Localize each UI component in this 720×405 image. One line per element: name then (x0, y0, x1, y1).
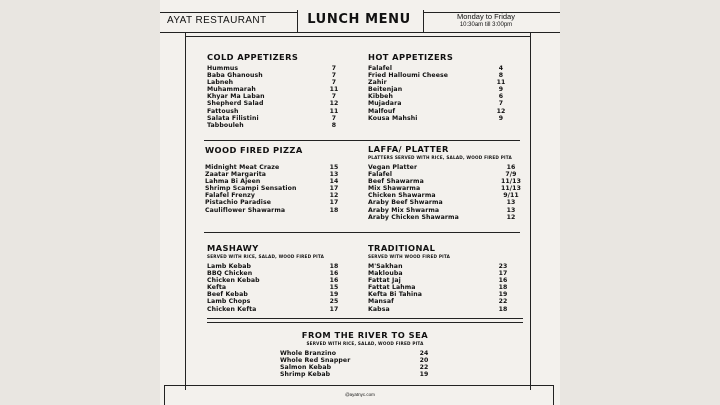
frame-left-outer-line (164, 385, 165, 405)
menu-item (368, 298, 514, 305)
frame-left-line (185, 32, 186, 390)
menu-item-price: 11/13 (501, 178, 521, 186)
menu-item-name: Salmon Kebab (280, 364, 332, 372)
menu-item (207, 86, 345, 93)
menu-item-price: 17 (498, 270, 508, 278)
menu-item-price: 7 (331, 72, 337, 80)
menu-item (368, 178, 522, 185)
menu-item-price: 16 (329, 277, 339, 285)
menu-item-name: Kefta Bi Tahina (368, 291, 423, 299)
menu-item-name: Araby Beef Shwarma (368, 199, 443, 207)
menu-item (368, 115, 512, 122)
item-list (207, 65, 345, 129)
menu-item-price: 12 (329, 192, 339, 200)
menu-item-name: Falafel (368, 171, 393, 179)
menu-item (207, 72, 345, 79)
menu-item (207, 65, 345, 72)
menu-item (368, 93, 512, 100)
menu-item (368, 214, 522, 221)
menu-item (368, 65, 512, 72)
menu-item (207, 93, 345, 100)
menu-item-name: Chicken Kefta (207, 305, 257, 313)
menu-item-price: 12 (506, 213, 516, 221)
menu-item (368, 185, 522, 192)
divider-pizza (204, 232, 520, 233)
divider-appetizers (204, 140, 520, 141)
menu-item-name: Chicken Shawarma (368, 192, 436, 200)
menu-item-name: Salata Filistini (207, 114, 259, 122)
menu-item-name: Beef Shawarma (368, 178, 424, 186)
section-subtitle: SERVED WITH RICE, SALAD, WOOD FIRED PITA (207, 254, 325, 259)
menu-item-name: Beef Kebab (207, 291, 248, 299)
menu-item-name: Lamb Chops (207, 298, 251, 306)
menu-item-name: Kabsa (368, 305, 390, 313)
section-title: TRADITIONAL (368, 243, 436, 253)
menu-item-price: 4 (498, 65, 504, 72)
menu-item-price: 8 (331, 121, 337, 129)
menu-item-price: 16 (329, 270, 339, 278)
menu-item (207, 122, 345, 129)
menu-title: LUNCH MENU (307, 12, 411, 27)
menu-item-name: Falafel (368, 65, 393, 72)
menu-item (207, 284, 345, 291)
menu-item-price: 6 (498, 93, 504, 101)
header-divider-right (423, 10, 424, 32)
menu-item-name: Mix Shawarma (368, 185, 421, 193)
menu-item-price: 19 (498, 291, 508, 299)
menu-item (368, 79, 512, 86)
menu-item (368, 100, 512, 107)
menu-item-price: 18 (498, 305, 508, 313)
river-to-sea-title: FROM THE RIVER TO SEA (301, 330, 429, 340)
menu-item (368, 270, 514, 277)
menu-item (368, 263, 514, 270)
header-bottom-line (160, 32, 560, 33)
menu-item (207, 115, 345, 122)
menu-item-name: Tabbouleh (207, 121, 244, 129)
item-list (368, 65, 512, 122)
menu-item-price: 23 (498, 263, 508, 270)
menu-item (207, 100, 345, 107)
menu-item-name: Lamb Kebab (207, 263, 252, 270)
pizza-section (205, 145, 345, 214)
frame-right-outer-line (553, 385, 554, 405)
menu-item-name: Cauliflower Shawarma (205, 206, 286, 214)
menu-item-name: Mujadara (368, 100, 402, 108)
menu-item (368, 72, 512, 79)
menu-item-name: Shrimp Kebab (280, 371, 331, 379)
cold-appetizers-section (207, 52, 345, 129)
menu-item-price: 8 (498, 72, 504, 80)
menu-item-name: Kefta (207, 284, 227, 292)
menu-item-price: 22 (498, 298, 508, 306)
menu-item-name: Fattat Jaj (368, 277, 401, 285)
menu-item (280, 357, 435, 364)
menu-item (207, 263, 345, 270)
menu-item-name: Chicken Kebab (207, 277, 260, 285)
menu-item (207, 277, 345, 284)
menu-item (205, 178, 345, 185)
menu-item-name: Araby Mix Shwarma (368, 206, 440, 214)
mashawy-section (207, 243, 345, 313)
menu-item-price: 7 (331, 79, 337, 87)
menu-item (368, 199, 522, 206)
menu-item-name: Malfouf (368, 107, 396, 115)
menu-item (205, 171, 345, 178)
menu-item-name: Kousa Mahshi (368, 114, 418, 122)
menu-item (368, 171, 522, 178)
menu-item-price: 25 (329, 298, 339, 306)
section-title: LAFFA/ PLATTER (368, 144, 449, 154)
menu-item-price: 20 (419, 357, 429, 365)
menu-item-price: 7/9 (505, 171, 517, 179)
menu-item-name: Mansaf (368, 298, 394, 306)
menu-item-name: Fattat Lahma (368, 284, 416, 292)
menu-item-name: Falafel Frenzy (205, 192, 256, 200)
menu-item (368, 284, 514, 291)
menu-item-price: 13 (329, 171, 339, 179)
menu-item-name: Khyar Ma Laban (207, 93, 265, 101)
menu-item-price: 9 (498, 86, 504, 94)
menu-item (205, 164, 345, 171)
menu-item-price: 11 (329, 107, 339, 115)
website-handle: @ayatnyc.com (345, 392, 375, 397)
menu-item (368, 207, 522, 214)
menu-item-name: Maklouba (368, 270, 403, 278)
section-subtitle: PLATTERS SERVED WITH RICE, SALAD, WOOD FIRED PITA (368, 155, 512, 160)
menu-item (207, 270, 345, 277)
item-list (207, 263, 345, 313)
menu-item-price: 22 (419, 364, 429, 372)
menu-item (205, 192, 345, 199)
divider-mashawy-2 (207, 322, 523, 323)
menu-item-price: 9 (498, 114, 504, 122)
menu-item-name: Baba Ghanoush (207, 72, 263, 80)
menu-item-name: Vegan Platter (368, 164, 418, 171)
menu-item-name: Beitenjan (368, 86, 403, 94)
menu-item-name: Kibbeh (368, 93, 393, 101)
menu-item-name: Whole Red Snapper (280, 357, 351, 365)
divider-mashawy (207, 318, 523, 319)
menu-item (207, 298, 345, 305)
menu-item-name: Zaatar Margarita (205, 171, 267, 179)
menu-item (205, 207, 345, 214)
menu-item-name: Shepherd Salad (207, 100, 264, 108)
menu-item-price: 18 (329, 206, 339, 214)
menu-item-name: Lahma Bi Ajeen (205, 178, 261, 186)
menu-item-name: Labneh (207, 79, 234, 87)
menu-item-name: Hummus (207, 65, 239, 72)
service-hours: 10:30am till 3:00pm (459, 22, 513, 28)
menu-item-name: Midnight Meat Craze (205, 164, 280, 171)
menu-item (368, 291, 514, 298)
menu-item-price: 16 (498, 277, 508, 285)
menu-item (368, 192, 522, 199)
menu-item-price: 19 (329, 291, 339, 299)
menu-item-price: 7 (331, 114, 337, 122)
menu-item-name: Zahir (368, 79, 387, 87)
menu-item-price: 11 (329, 86, 339, 94)
item-list (205, 164, 345, 214)
menu-item (207, 291, 345, 298)
frame-right-line (530, 32, 531, 390)
menu-item-name: Fried Halloumi Cheese (368, 72, 449, 80)
menu-item-name: Muhammarah (207, 86, 256, 94)
menu-item-price: 17 (329, 305, 339, 313)
menu-item-price: 17 (329, 199, 339, 207)
menu-item (368, 86, 512, 93)
river-to-sea-section (280, 350, 435, 378)
menu-item-name: Araby Chicken Shawarma (368, 213, 459, 221)
menu-item-price: 13 (506, 206, 516, 214)
section-subtitle: SERVED WITH WOOD FIRED PITA (368, 254, 451, 259)
menu-item (368, 277, 514, 284)
item-list (368, 263, 514, 313)
menu-item-price: 13 (506, 199, 516, 207)
menu-item-name: Pistachio Paradise (205, 199, 272, 207)
item-list (280, 350, 435, 378)
section-title: WOOD FIRED PIZZA (205, 145, 303, 155)
menu-item-name: BBQ Chicken (207, 270, 253, 278)
menu-item (280, 350, 435, 357)
header-divider-left (297, 10, 298, 32)
menu-item-name: Whole Branzino (280, 350, 337, 357)
menu-item-price: 15 (329, 284, 339, 292)
menu-item-price: 17 (329, 185, 339, 193)
menu-item-price: 7 (498, 100, 504, 108)
traditional-section (368, 243, 514, 313)
menu-item-name: Shrimp Scampi Sensation (205, 185, 297, 193)
footer-line (164, 385, 553, 386)
service-days: Monday to Friday (457, 12, 515, 21)
menu-item-name: Fattoush (207, 107, 239, 115)
item-list (368, 164, 522, 221)
hot-appetizers-section (368, 52, 512, 122)
menu-item (207, 108, 345, 115)
menu-item-price: 12 (496, 107, 506, 115)
menu-item-price: 11/13 (501, 185, 521, 193)
menu-item-price: 7 (331, 93, 337, 101)
menu-item (205, 185, 345, 192)
menu-item-price: 11 (496, 79, 506, 87)
menu-item-price: 18 (329, 263, 339, 270)
menu-item (205, 199, 345, 206)
menu-item-price: 7 (331, 65, 337, 72)
header-sub-line (185, 36, 530, 37)
section-title: COLD APPETIZERS (207, 52, 299, 62)
menu-item (368, 306, 514, 313)
menu-item (207, 306, 345, 313)
menu-item (207, 79, 345, 86)
section-title: HOT APPETIZERS (368, 52, 454, 62)
menu-item-price: 14 (329, 178, 339, 186)
river-to-sea-subtitle: SERVED WITH RICE, SALAD, WOOD FIRED PITA (306, 341, 424, 346)
menu-item (280, 371, 435, 378)
menu-item-name: M'Sakhan (368, 263, 403, 270)
menu-item-price: 18 (498, 284, 508, 292)
menu-item (368, 108, 512, 115)
menu-item-price: 9/11 (503, 192, 519, 200)
menu-item-price: 19 (419, 371, 429, 379)
header-top-left-line (160, 12, 297, 13)
menu-item (368, 164, 522, 171)
menu-item-price: 15 (329, 164, 339, 171)
menu-item (280, 364, 435, 371)
menu-item-price: 24 (419, 350, 429, 357)
menu-item-price: 16 (506, 164, 516, 171)
laffa-platter-section (368, 144, 522, 221)
menu-item-price: 12 (329, 100, 339, 108)
restaurant-name: AYAT RESTAURANT (167, 15, 267, 26)
section-title: MASHAWY (207, 243, 259, 253)
